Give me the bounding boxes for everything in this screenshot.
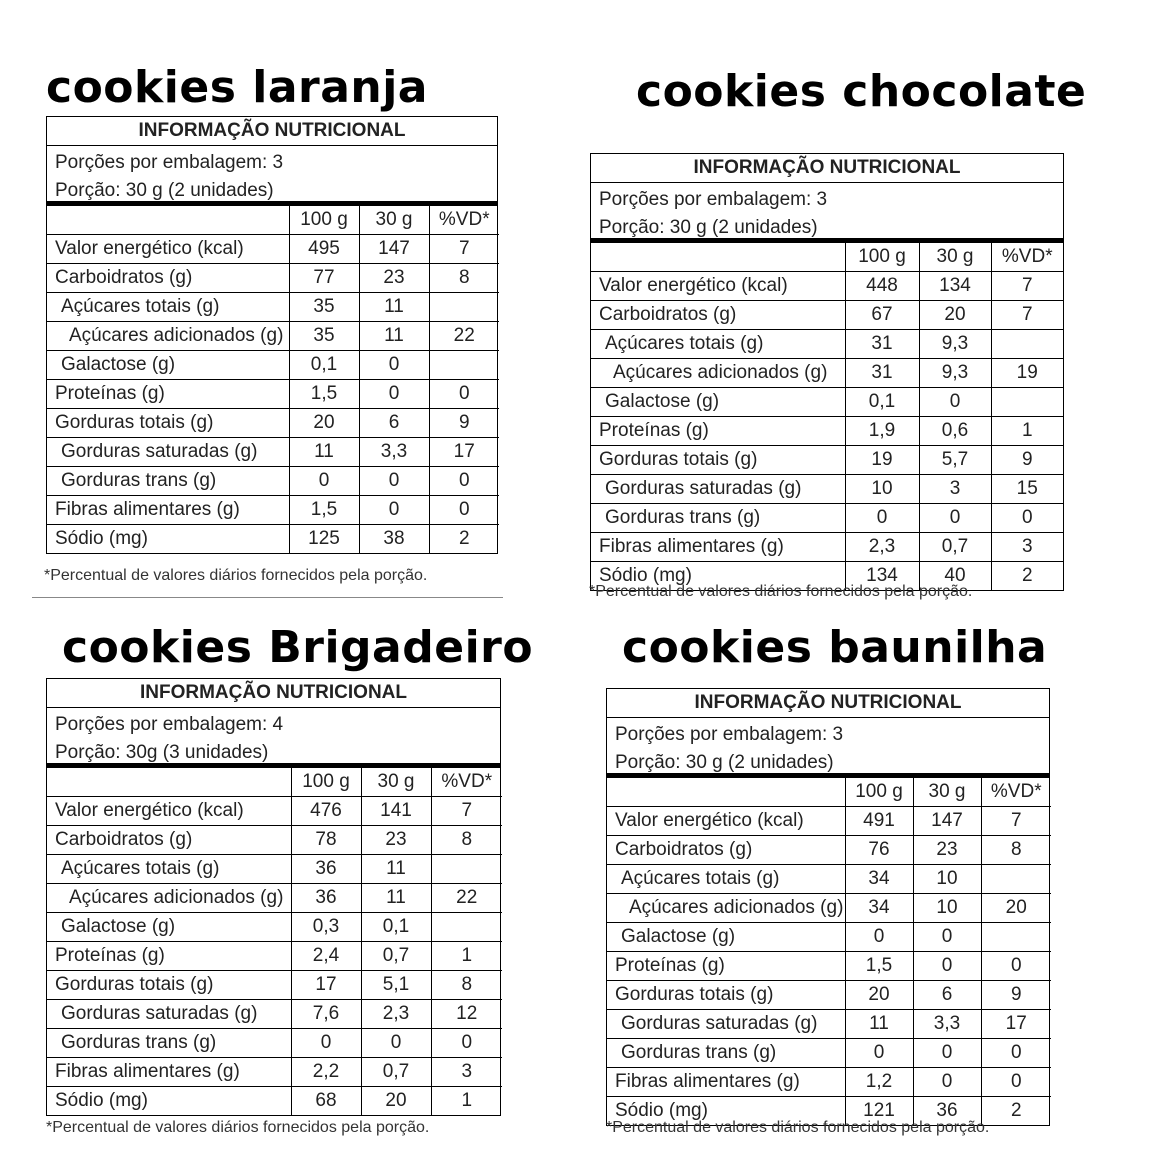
nutrient-row [47, 855, 502, 884]
blank-header-cell [47, 206, 289, 235]
col-vd-header: %VD* [431, 768, 502, 797]
nutrient-label: Gorduras saturadas (g) [591, 475, 845, 504]
portion-info [607, 718, 1049, 778]
value-30g: 0,7 [361, 1058, 431, 1087]
nutrient-row [607, 836, 1051, 865]
nutrient-label: Açúcares adicionados (g) [47, 322, 289, 351]
value-100g: 0 [291, 1029, 361, 1058]
value-30g: 134 [919, 272, 991, 301]
nutrient-label: Carboidratos (g) [47, 826, 291, 855]
divider-line [32, 597, 503, 598]
nutrition-header: INFORMAÇÃO NUTRICIONAL [47, 117, 497, 146]
value-vd: 7 [981, 807, 1051, 836]
nutrient-label: Gorduras totais (g) [47, 971, 291, 1000]
nutrient-table [591, 243, 1063, 590]
value-vd [991, 388, 1063, 417]
value-30g: 10 [913, 894, 981, 923]
footnote-chocolate: *Percentual de valores diários fornecidos pela porção. [589, 583, 973, 600]
value-100g: 20 [845, 981, 913, 1010]
value-30g: 23 [361, 826, 431, 855]
value-100g: 448 [845, 272, 919, 301]
nutrient-label: Carboidratos (g) [47, 264, 289, 293]
nutrient-label: Açúcares totais (g) [47, 293, 289, 322]
value-100g: 34 [845, 865, 913, 894]
nutrient-label: Gorduras totais (g) [591, 446, 845, 475]
value-100g: 0 [845, 923, 913, 952]
value-30g: 3,3 [913, 1010, 981, 1039]
col-100g-header: 100 g [845, 778, 913, 807]
value-vd: 8 [431, 826, 502, 855]
nutrient-row [47, 525, 499, 554]
value-100g: 67 [845, 301, 919, 330]
nutrient-row [47, 1087, 502, 1116]
nutrient-table [607, 778, 1051, 1125]
nutrient-label: Galactose (g) [591, 388, 845, 417]
value-100g: 0,3 [291, 913, 361, 942]
servings-per-package: Porções por embalagem: 4 [55, 714, 284, 735]
value-100g: 35 [289, 322, 359, 351]
servings-per-package: Porções por embalagem: 3 [55, 152, 284, 173]
value-vd: 9 [991, 446, 1063, 475]
panel-title-brigadeiro: cookies Brigadeiro [62, 622, 534, 673]
value-vd: 3 [991, 533, 1063, 562]
value-30g: 6 [913, 981, 981, 1010]
value-vd [429, 293, 499, 322]
value-30g: 0 [913, 923, 981, 952]
nutrient-label: Açúcares adicionados (g) [607, 894, 845, 923]
value-30g: 0 [359, 467, 429, 496]
value-vd: 1 [431, 1087, 502, 1116]
value-vd: 17 [981, 1010, 1051, 1039]
value-30g: 23 [913, 836, 981, 865]
value-30g: 6 [359, 409, 429, 438]
value-100g: 36 [291, 884, 361, 913]
nutrient-label: Gorduras trans (g) [591, 504, 845, 533]
col-vd-header: %VD* [981, 778, 1051, 807]
value-30g: 20 [919, 301, 991, 330]
nutrient-row [47, 438, 499, 467]
col-vd-header: %VD* [991, 243, 1063, 272]
blank-header-cell [607, 778, 845, 807]
nutrient-row [607, 807, 1051, 836]
nutrient-row [607, 923, 1051, 952]
nutrition-header: INFORMAÇÃO NUTRICIONAL [591, 154, 1063, 183]
portion-info [47, 708, 500, 768]
value-100g: 491 [845, 807, 913, 836]
value-30g: 9,3 [919, 330, 991, 359]
value-vd [431, 913, 502, 942]
nutrient-label: Galactose (g) [607, 923, 845, 952]
value-vd: 1 [431, 942, 502, 971]
value-30g: 0,1 [361, 913, 431, 942]
value-100g: 2,4 [291, 942, 361, 971]
nutrient-row [47, 264, 499, 293]
value-vd: 0 [429, 496, 499, 525]
nutrient-label: Sódio (mg) [607, 1097, 845, 1126]
value-vd [431, 855, 502, 884]
nutrient-row [47, 797, 502, 826]
value-vd: 17 [429, 438, 499, 467]
value-100g: 2,3 [845, 533, 919, 562]
value-100g: 35 [289, 293, 359, 322]
nutrient-label: Galactose (g) [47, 351, 289, 380]
value-vd [981, 923, 1051, 952]
nutrient-row [591, 272, 1063, 301]
col-30g-header: 30 g [913, 778, 981, 807]
nutrient-row [47, 942, 502, 971]
value-vd: 0 [981, 1068, 1051, 1097]
nutrient-label: Carboidratos (g) [607, 836, 845, 865]
nutrient-row [607, 1010, 1051, 1039]
value-vd: 3 [431, 1058, 502, 1087]
nutrient-label: Açúcares totais (g) [607, 865, 845, 894]
nutrient-row [47, 496, 499, 525]
value-vd: 2 [429, 525, 499, 554]
nutrient-row [607, 1068, 1051, 1097]
value-100g: 77 [289, 264, 359, 293]
nutrient-row [47, 380, 499, 409]
value-30g: 0 [359, 380, 429, 409]
value-30g: 23 [359, 264, 429, 293]
value-100g: 1,5 [845, 952, 913, 981]
value-vd: 15 [991, 475, 1063, 504]
nutrient-label: Valor energético (kcal) [591, 272, 845, 301]
value-30g: 0,7 [361, 942, 431, 971]
portion-size: Porção: 30 g (2 unidades) [599, 217, 818, 238]
nutrient-row [47, 1000, 502, 1029]
nutrient-row [591, 301, 1063, 330]
value-100g: 10 [845, 475, 919, 504]
nutrient-label: Sódio (mg) [591, 562, 845, 591]
value-30g: 0 [913, 1068, 981, 1097]
nutrient-row [591, 330, 1063, 359]
nutrition-table-brigadeiro [46, 678, 501, 1116]
nutrition-header: INFORMAÇÃO NUTRICIONAL [607, 689, 1049, 718]
nutrient-row [47, 351, 499, 380]
nutrient-label: Proteínas (g) [47, 380, 289, 409]
nutrient-label: Sódio (mg) [47, 525, 289, 554]
panel-title-chocolate: cookies chocolate [636, 66, 1087, 117]
value-100g: 1,5 [289, 380, 359, 409]
portion-size: Porção: 30 g (2 unidades) [55, 180, 274, 201]
value-vd: 8 [429, 264, 499, 293]
nutrient-row [591, 533, 1063, 562]
value-vd: 9 [981, 981, 1051, 1010]
nutrient-row [607, 1039, 1051, 1068]
value-vd: 7 [429, 235, 499, 264]
value-vd: 8 [981, 836, 1051, 865]
col-100g-header: 100 g [289, 206, 359, 235]
portion-info [591, 183, 1063, 243]
value-100g: 20 [289, 409, 359, 438]
column-header-row [47, 768, 502, 797]
footnote-brigadeiro: *Percentual de valores diários fornecidos pela porção. [46, 1119, 430, 1136]
value-vd [991, 330, 1063, 359]
value-100g: 78 [291, 826, 361, 855]
servings-per-package: Porções por embalagem: 3 [615, 724, 844, 745]
value-30g: 10 [913, 865, 981, 894]
value-100g: 7,6 [291, 1000, 361, 1029]
col-100g-header: 100 g [291, 768, 361, 797]
value-100g: 495 [289, 235, 359, 264]
nutrient-row [607, 952, 1051, 981]
value-vd: 12 [431, 1000, 502, 1029]
value-100g: 11 [289, 438, 359, 467]
value-vd: 2 [981, 1097, 1051, 1126]
value-100g: 0,1 [289, 351, 359, 380]
nutrient-row [591, 388, 1063, 417]
value-30g: 0 [913, 952, 981, 981]
nutrition-table-laranja [46, 116, 498, 554]
value-100g: 76 [845, 836, 913, 865]
nutrient-label: Fibras alimentares (g) [47, 496, 289, 525]
value-30g: 5,1 [361, 971, 431, 1000]
nutrient-label: Gorduras saturadas (g) [607, 1010, 845, 1039]
blank-header-cell [591, 243, 845, 272]
nutrient-row [591, 417, 1063, 446]
value-vd [429, 351, 499, 380]
column-header-row [47, 206, 499, 235]
value-100g: 17 [291, 971, 361, 1000]
portion-size: Porção: 30 g (2 unidades) [615, 752, 834, 773]
nutrient-row [47, 293, 499, 322]
value-100g: 1,5 [289, 496, 359, 525]
nutrient-row [47, 913, 502, 942]
nutrient-table [47, 206, 499, 553]
value-100g: 31 [845, 359, 919, 388]
value-100g: 1,9 [845, 417, 919, 446]
value-30g: 0 [919, 388, 991, 417]
value-vd: 20 [981, 894, 1051, 923]
nutrient-row [47, 235, 499, 264]
nutrient-label: Açúcares adicionados (g) [47, 884, 291, 913]
value-100g: 68 [291, 1087, 361, 1116]
value-vd: 0 [429, 467, 499, 496]
footnote-baunilha: *Percentual de valores diários fornecidos pela porção. [606, 1119, 990, 1136]
col-100g-header: 100 g [845, 243, 919, 272]
value-30g: 0 [361, 1029, 431, 1058]
nutrient-label: Gorduras totais (g) [47, 409, 289, 438]
nutrient-label: Valor energético (kcal) [47, 797, 291, 826]
value-vd: 0 [981, 952, 1051, 981]
value-30g: 36 [913, 1097, 981, 1126]
nutrient-row [47, 1058, 502, 1087]
value-100g: 0 [289, 467, 359, 496]
value-100g: 36 [291, 855, 361, 884]
column-header-row [607, 778, 1051, 807]
nutrient-label: Açúcares totais (g) [591, 330, 845, 359]
value-vd: 19 [991, 359, 1063, 388]
nutrient-label: Açúcares totais (g) [47, 855, 291, 884]
nutrient-row [47, 409, 499, 438]
value-vd: 2 [991, 562, 1063, 591]
value-30g: 11 [361, 855, 431, 884]
value-30g: 0,6 [919, 417, 991, 446]
nutrient-label: Proteínas (g) [607, 952, 845, 981]
col-30g-header: 30 g [361, 768, 431, 797]
nutrient-label: Gorduras totais (g) [607, 981, 845, 1010]
nutrient-label: Gorduras trans (g) [607, 1039, 845, 1068]
nutrient-label: Fibras alimentares (g) [47, 1058, 291, 1087]
nutrient-row [607, 865, 1051, 894]
nutrient-row [47, 1029, 502, 1058]
nutrient-row [591, 446, 1063, 475]
nutrient-row [47, 826, 502, 855]
portion-info [47, 146, 497, 206]
value-30g: 9,3 [919, 359, 991, 388]
value-30g: 0 [919, 504, 991, 533]
footnote-laranja: *Percentual de valores diários fornecidos pela porção. [44, 567, 428, 584]
nutrient-row [47, 971, 502, 1000]
value-30g: 0 [359, 496, 429, 525]
nutrient-row [591, 359, 1063, 388]
nutrient-label: Proteínas (g) [591, 417, 845, 446]
value-30g: 11 [359, 293, 429, 322]
panel-title-baunilha: cookies baunilha [622, 622, 1048, 673]
value-30g: 3,3 [359, 438, 429, 467]
nutrient-label: Sódio (mg) [47, 1087, 291, 1116]
value-100g: 19 [845, 446, 919, 475]
value-100g: 134 [845, 562, 919, 591]
nutrient-row [47, 884, 502, 913]
nutrient-label: Valor energético (kcal) [607, 807, 845, 836]
nutrition-table-chocolate [590, 153, 1064, 591]
value-30g: 2,3 [361, 1000, 431, 1029]
column-header-row [591, 243, 1063, 272]
value-100g: 476 [291, 797, 361, 826]
nutrient-label: Gorduras trans (g) [47, 1029, 291, 1058]
value-30g: 147 [913, 807, 981, 836]
nutrient-row [591, 504, 1063, 533]
value-100g: 0,1 [845, 388, 919, 417]
value-100g: 2,2 [291, 1058, 361, 1087]
nutrient-label: Proteínas (g) [47, 942, 291, 971]
nutrient-label: Fibras alimentares (g) [591, 533, 845, 562]
nutrient-label: Açúcares adicionados (g) [591, 359, 845, 388]
value-30g: 5,7 [919, 446, 991, 475]
nutrient-label: Carboidratos (g) [591, 301, 845, 330]
value-100g: 34 [845, 894, 913, 923]
nutrient-row [607, 981, 1051, 1010]
value-100g: 11 [845, 1010, 913, 1039]
blank-header-cell [47, 768, 291, 797]
value-30g: 147 [359, 235, 429, 264]
nutrient-row [47, 467, 499, 496]
value-30g: 20 [361, 1087, 431, 1116]
nutrition-table-baunilha [606, 688, 1050, 1126]
value-vd: 0 [981, 1039, 1051, 1068]
nutrition-header: INFORMAÇÃO NUTRICIONAL [47, 679, 500, 708]
value-30g: 11 [359, 322, 429, 351]
value-vd: 0 [429, 380, 499, 409]
nutrient-label: Valor energético (kcal) [47, 235, 289, 264]
value-vd: 7 [991, 301, 1063, 330]
value-vd: 7 [431, 797, 502, 826]
value-vd: 22 [429, 322, 499, 351]
value-30g: 38 [359, 525, 429, 554]
value-30g: 11 [361, 884, 431, 913]
nutrient-label: Galactose (g) [47, 913, 291, 942]
nutrient-label: Fibras alimentares (g) [607, 1068, 845, 1097]
value-100g: 0 [845, 504, 919, 533]
nutrient-label: Gorduras trans (g) [47, 467, 289, 496]
value-vd: 8 [431, 971, 502, 1000]
value-30g: 3 [919, 475, 991, 504]
servings-per-package: Porções por embalagem: 3 [599, 189, 828, 210]
value-vd: 22 [431, 884, 502, 913]
value-100g: 121 [845, 1097, 913, 1126]
col-30g-header: 30 g [919, 243, 991, 272]
value-30g: 0 [359, 351, 429, 380]
col-vd-header: %VD* [429, 206, 499, 235]
value-vd: 1 [991, 417, 1063, 446]
value-vd: 9 [429, 409, 499, 438]
value-30g: 0,7 [919, 533, 991, 562]
value-100g: 125 [289, 525, 359, 554]
value-vd: 0 [431, 1029, 502, 1058]
nutrient-label: Gorduras saturadas (g) [47, 1000, 291, 1029]
value-100g: 0 [845, 1039, 913, 1068]
value-100g: 1,2 [845, 1068, 913, 1097]
value-vd [981, 865, 1051, 894]
value-30g: 40 [919, 562, 991, 591]
nutrient-row [47, 322, 499, 351]
nutrient-row [607, 894, 1051, 923]
value-30g: 141 [361, 797, 431, 826]
portion-size: Porção: 30g (3 unidades) [55, 742, 269, 763]
value-30g: 0 [913, 1039, 981, 1068]
panel-title-laranja: cookies laranja [46, 62, 428, 113]
value-vd: 0 [991, 504, 1063, 533]
value-100g: 31 [845, 330, 919, 359]
nutrient-label: Gorduras saturadas (g) [47, 438, 289, 467]
nutrient-row [591, 475, 1063, 504]
nutrient-table [47, 768, 502, 1115]
value-vd: 7 [991, 272, 1063, 301]
col-30g-header: 30 g [359, 206, 429, 235]
